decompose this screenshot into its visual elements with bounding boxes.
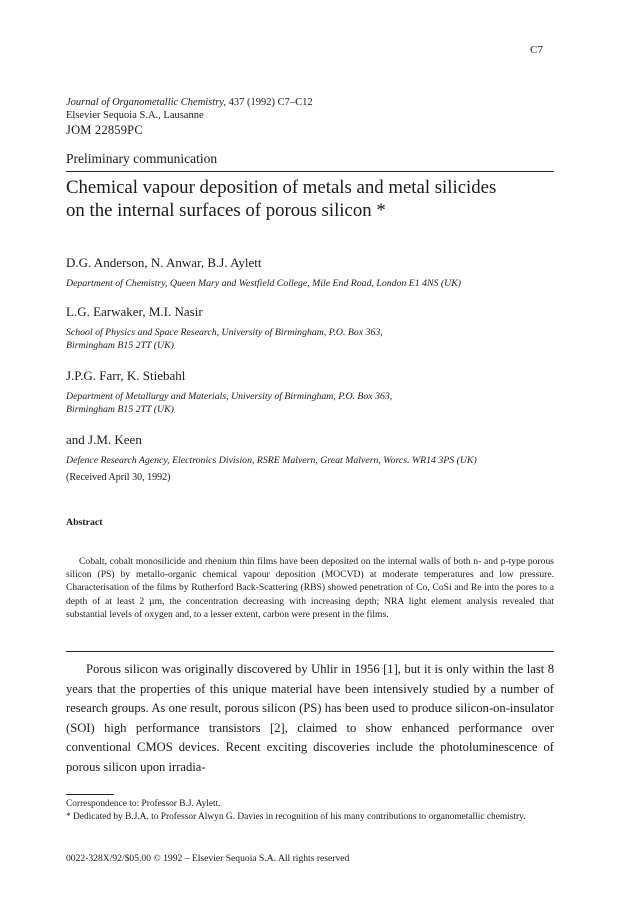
copyright-line: 0022-328X/92/$05.00 © 1992 – Elsevier Sequoia S.A. All rights reserved bbox=[66, 853, 350, 864]
correspondence-note: Correspondence to: Professor B.J. Aylett. bbox=[66, 799, 221, 809]
page-number: C7 bbox=[530, 44, 543, 56]
title-line-1: Chemical vapour deposition of metals and metal silicides bbox=[66, 177, 497, 198]
author-names: D.G. Anderson, N. Anwar, B.J. Aylett bbox=[66, 255, 262, 270]
author-group-2 bbox=[66, 304, 554, 352]
article-code: JOM 22859PC bbox=[66, 123, 143, 137]
author-names: J.P.G. Farr, K. Stiebahl bbox=[66, 368, 186, 383]
affiliation-line: Defence Research Agency, Electronics Division, RSRE Malvern, Great Malvern, Worcs. WR14 3PS (UK) bbox=[66, 455, 477, 466]
dedication-note: * Dedicated by B.J.A. to Professor Alwyn G. Davies in recognition of his many contributions to organometallic chemistry. bbox=[66, 812, 526, 822]
received-date: (Received April 30, 1992) bbox=[66, 472, 171, 483]
title-line-2: on the internal surfaces of porous silicon * bbox=[66, 200, 386, 221]
author-group-1 bbox=[66, 255, 554, 290]
footnotes bbox=[66, 798, 554, 824]
affiliation-line: School of Physics and Space Research, University of Birmingham, P.O. Box 363, bbox=[66, 327, 383, 338]
journal-name: Journal of Organometallic Chemistry, bbox=[66, 97, 227, 108]
journal-citation-line bbox=[66, 96, 554, 109]
abstract-heading: Abstract bbox=[66, 517, 103, 528]
affiliation-line: Birmingham B15 2TT (UK) bbox=[66, 340, 174, 351]
article-title bbox=[66, 176, 554, 222]
journal-citation: 437 (1992) C7–C12 bbox=[228, 97, 313, 108]
journal-info bbox=[66, 96, 554, 122]
author-names: L.G. Earwaker, M.I. Nasir bbox=[66, 304, 203, 319]
body-paragraph: Porous silicon was originally discovered by Uhlir in 1956 [1], but it is only within the last 8 years that the properties of this unique material have been intensively studied by a number of research groups. As one result, porous silicon (PS) has been used to produce silicon-on-insulator (SOI) high performance transistors [2], claimed to show enhanced performance over conventional CMOS devices. Recent exciting discoveries include the photoluminescence of porous silicon upon irradia- bbox=[66, 662, 554, 774]
affiliation-line: Department of Metallurgy and Materials, University of Birmingham, P.O. Box 363, bbox=[66, 391, 393, 402]
section-rule bbox=[66, 171, 554, 172]
abstract-rule bbox=[66, 651, 554, 652]
footnote-rule bbox=[66, 794, 114, 795]
affiliation-line: Department of Chemistry, Queen Mary and Westfield College, Mile End Road, London E1 4NS (UK) bbox=[66, 278, 462, 289]
author-names: and J.M. Keen bbox=[66, 432, 142, 447]
abstract-text: Cobalt, cobalt monosilicide and rhenium thin films have been deposited on the internal walls of both n- and p-type porous silicon (PS) by metallo-organic chemical vapour deposition (MOCVD) at moderate temperatures and low pressure. Characterisation of the films by Rutherford Back-Scattering (RBS) showed penetration of Co, CoSi and Re into the pores to a depth of at least 2 µm, the concentration decreasing with increasing depth; NRA light element analysis revealed that substantial levels of oxygen and, to a lesser extent, carbon were present in the films. bbox=[66, 556, 554, 620]
section-heading: Preliminary communication bbox=[66, 151, 218, 166]
author-group-4 bbox=[66, 432, 554, 483]
affiliation-line: Birmingham B15 2TT (UK) bbox=[66, 404, 174, 415]
publisher: Elsevier Sequoia S.A., Lausanne bbox=[66, 110, 204, 121]
author-group-3 bbox=[66, 368, 554, 416]
